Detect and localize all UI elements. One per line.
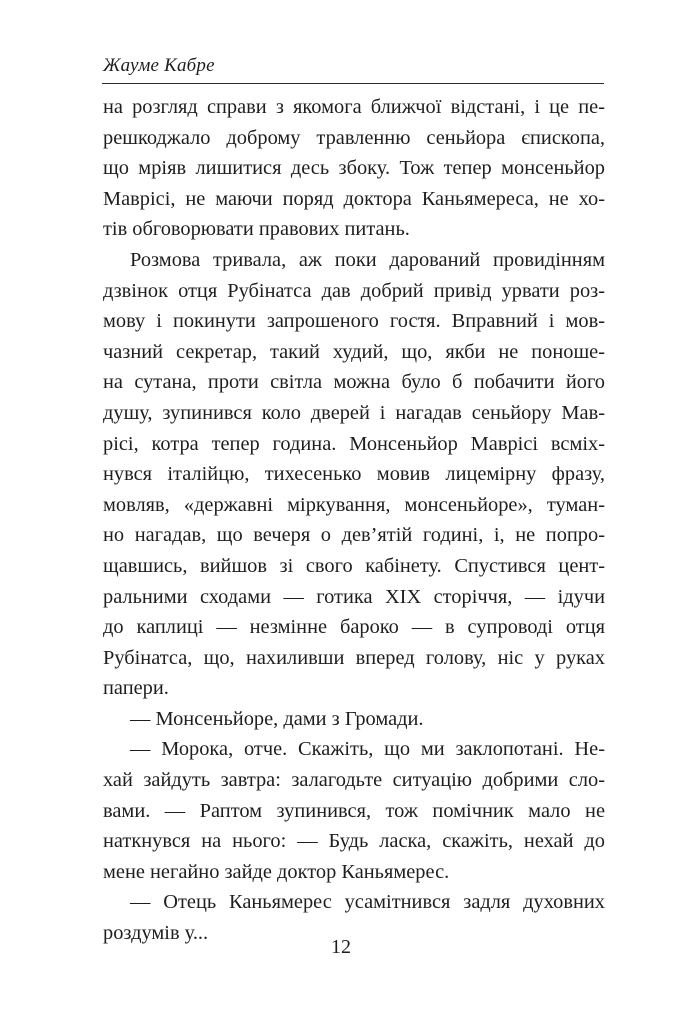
text-line: ральними сходами — готика XIX сторіччя, — ідучи [103, 585, 605, 608]
text-line: тів обговорювати правових питань. [103, 218, 410, 241]
running-head-author: Жауме Кабре [103, 55, 215, 76]
text-line: щавшись, вийшов зі свого кабінету. Спустився цент- [103, 554, 605, 577]
text-line: на сутана, проти світла можна було б побачити його [103, 371, 605, 394]
text-line: наткнувся на нього: — Будь ласка, скажіть, нехай до [103, 830, 605, 853]
text-line: на розгляд справи з якомога ближчої відстані, і це пе- [103, 96, 605, 118]
text-line: мову і покинути запрошеного гостя. Вправний і мов- [103, 310, 605, 333]
text-line: дзвінок отця Рубінатса дав добрий привід урвати роз- [103, 279, 605, 302]
text-line: рісі, котра тепер година. Монсеньйор Маврісі всміх- [103, 432, 605, 455]
text-line: Розмова тривала, аж поки дарований провидінням [130, 248, 605, 271]
text-line: но нагадав, що вечеря о дев’ятій годині, і, не попро- [103, 524, 605, 547]
text-line: нувся італійцю, тихесенько мовив лицемірну фразу, [103, 463, 605, 486]
text-line: мене негайно зайде доктор Каньямерес. [103, 860, 450, 883]
text-line: — Отець Каньямерес усамітнився задля духовних [130, 891, 605, 914]
body-text [103, 92, 605, 949]
page-number: 12 [331, 936, 351, 958]
text-line: мовляв, «державні міркування, монсеньйоре», туман- [103, 493, 605, 516]
text-line: чазний секретар, такий худий, що, якби не поноше- [103, 340, 605, 363]
text-line: решкоджало доброму травленню сеньйора єпископа, [103, 126, 605, 149]
text-line: Маврісі, не маючи поряд доктора Каньямереса, не хо- [103, 187, 605, 210]
text-line: папери. [103, 677, 169, 700]
header-rule [102, 83, 604, 84]
text-line: — Монсеньйоре, дами з Громади. [130, 707, 424, 730]
text-line: — Морока, отче. Скажіть, що ми заклопотані. Не- [130, 738, 605, 761]
text-line: душу, зупинився коло дверей і нагадав сеньйору Мав- [103, 401, 605, 424]
text-line: до каплиці — незмінне бароко — в супроводі отця [103, 616, 605, 639]
text-line: роздумів у... [103, 922, 209, 945]
text-line: що мріяв лишитися десь збоку. Тож тепер монсеньйор [103, 157, 605, 180]
text-line: вами. — Раптом зупинився, тож помічник мало не [103, 799, 605, 822]
text-line: Рубінатса, що, нахиливши вперед голову, ніс у руках [103, 646, 605, 669]
text-line: хай зайдуть завтра: залагодьте ситуацію добрими сло- [103, 769, 605, 792]
